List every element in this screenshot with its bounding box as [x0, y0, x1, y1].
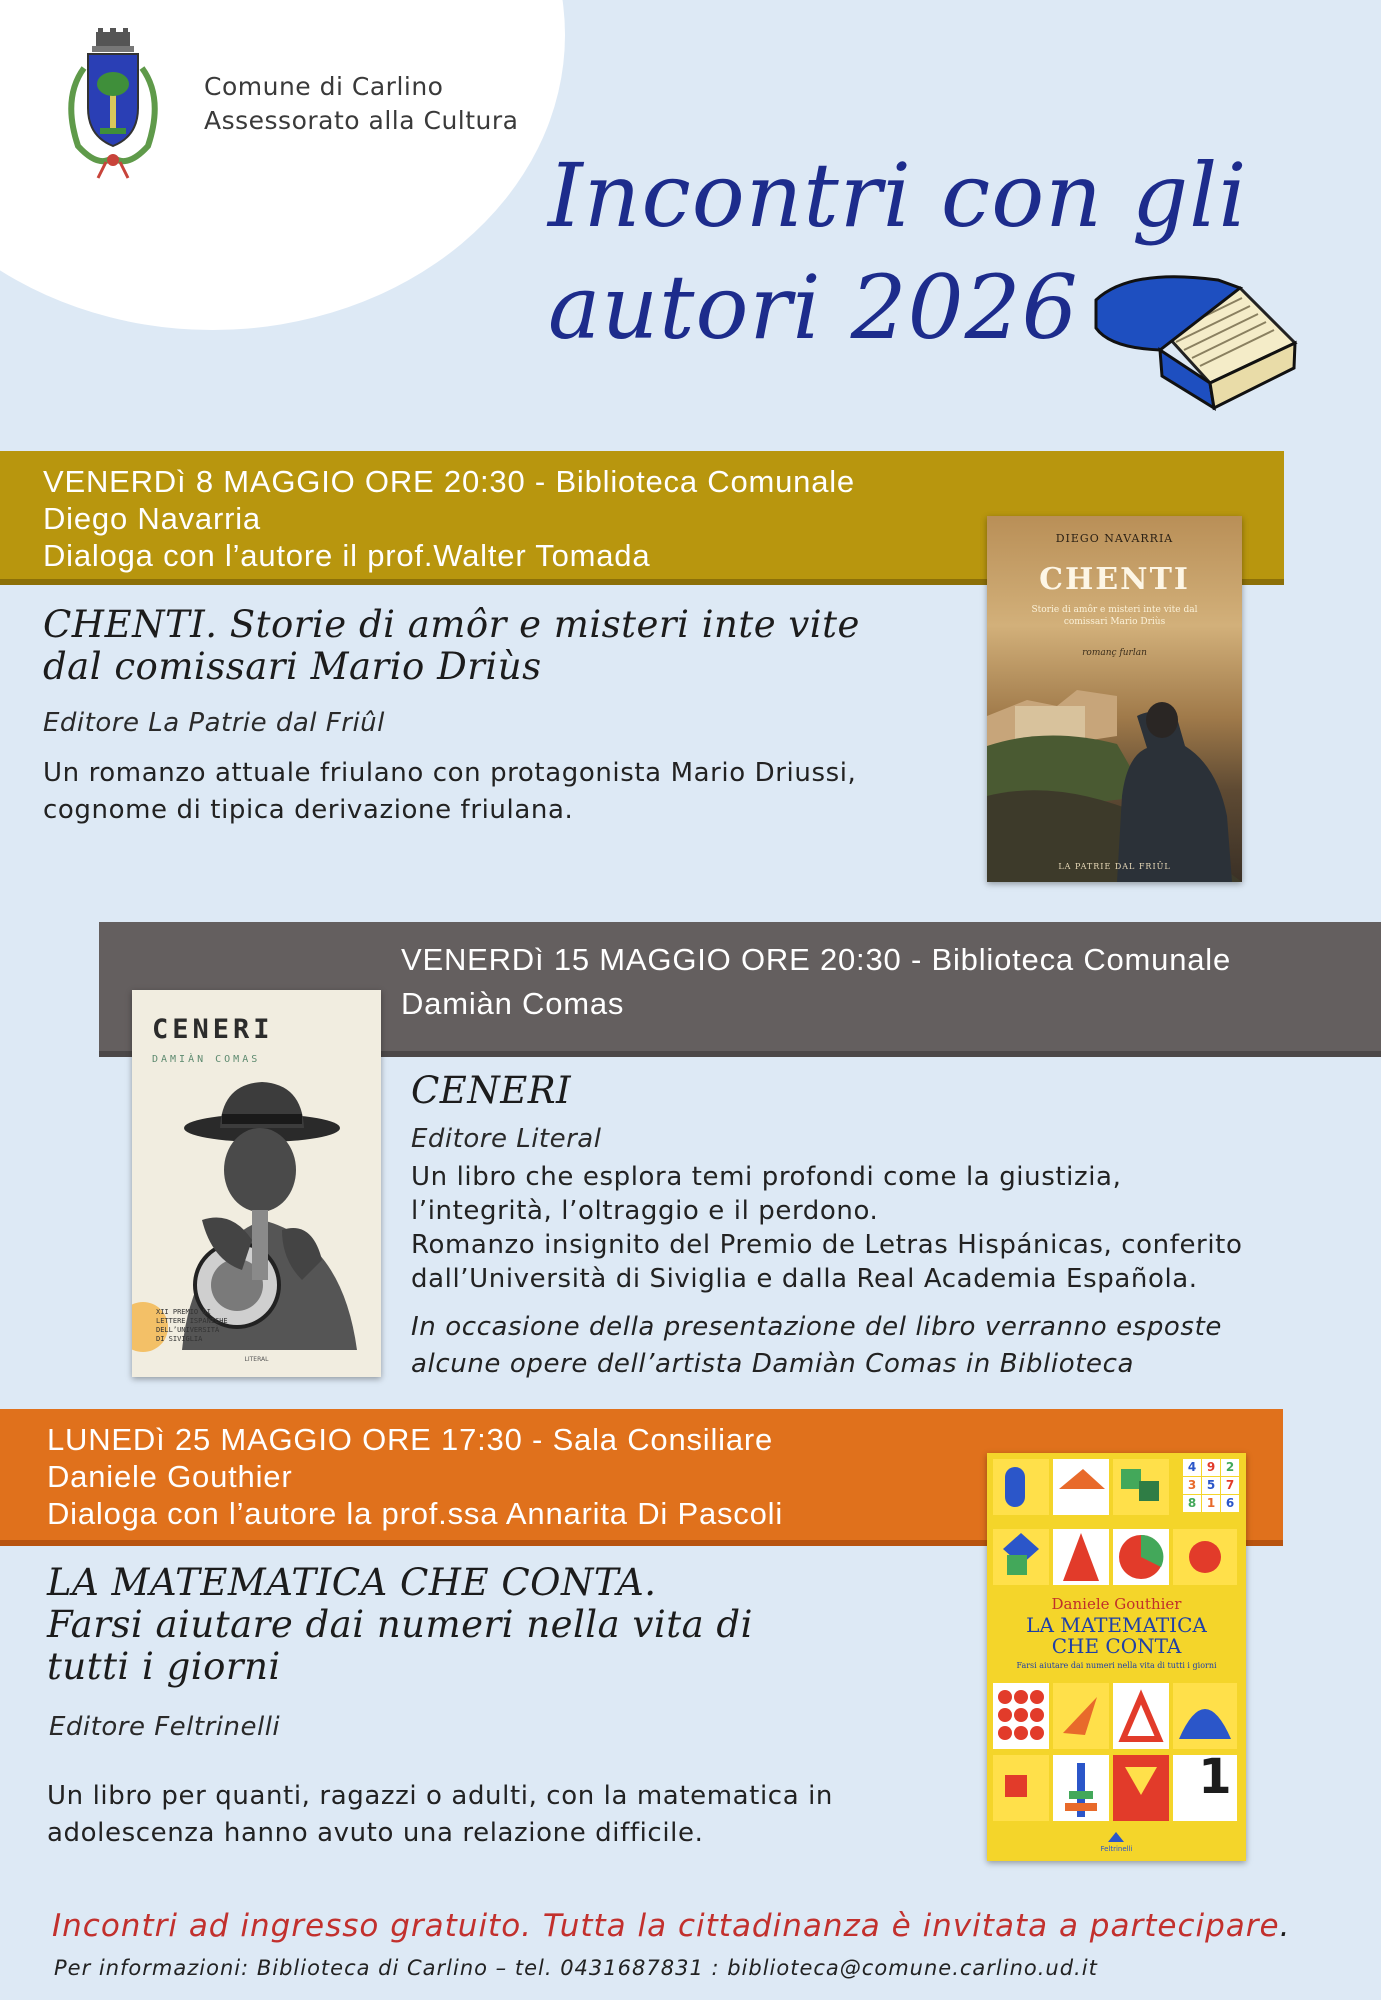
magic-square-cell: 4: [1183, 1459, 1201, 1476]
magic-square-cell: 5: [1202, 1477, 1220, 1494]
description-line: cognome di tipica derivazione friulana.: [43, 795, 574, 825]
book-cover-chenti: [987, 516, 1242, 882]
note-line: In occasione della presentazione del libro verranno esposte: [411, 1312, 1222, 1342]
magic-square-cell: 2: [1221, 1459, 1239, 1476]
description-line: Romanzo insignito del Premio de Letras Hispánicas, conferito: [411, 1230, 1243, 1260]
footer-invitation-text: Incontri ad ingresso gratuito. Tutta la cittadinanza è invitata a partecipare: [52, 1908, 1280, 1944]
magic-square-cell: 7: [1221, 1477, 1239, 1494]
cover-magic-square: [1183, 1459, 1239, 1512]
cover-title: [987, 1615, 1246, 1657]
footer-invitation: [52, 1908, 1290, 1944]
event-1-title-line: CHENTI. Storie di amôr e misteri inte vite: [43, 603, 860, 646]
event-2-publisher: Editore Literal: [411, 1124, 602, 1154]
prize-line: XII PREMIO DI: [156, 1308, 211, 1316]
cover-author: DAMIÀN COMAS: [152, 1054, 261, 1065]
event-1-book-title: [43, 604, 860, 688]
book-cover-ceneri: [132, 990, 381, 1377]
event-3-description: [47, 1778, 833, 1852]
description-line: adolescenza hanno avuto una relazione difficile.: [47, 1818, 704, 1848]
event-3-moderator: Dialoga con l’autore la prof.ssa Annarita Di Pascoli: [47, 1496, 784, 1531]
event-3-title-line: Farsi aiutare dai numeri nella vita di: [47, 1603, 753, 1646]
prize-line: DI SIVIGLIA: [156, 1335, 203, 1343]
event-2-date-venue: VENERDì 15 MAGGIO ORE 20:30 - Biblioteca Comunale: [401, 942, 1232, 977]
cover-title: CENERI: [152, 1014, 274, 1045]
event-1-description: [43, 755, 856, 829]
magic-square-cell: 3: [1183, 1477, 1201, 1494]
event-1-publisher: Editore La Patrie dal Friûl: [43, 708, 385, 738]
cover-title: CHENTI: [1039, 562, 1190, 597]
cover-subtitle: Farsi aiutare dai numeri nella vita di tutti i giorni: [1016, 1661, 1217, 1670]
event-2-book-title: CENERI: [411, 1069, 572, 1112]
cover-title-line: LA MATEMATICA: [1026, 1613, 1207, 1637]
organization-name: [204, 70, 519, 138]
cover-publisher: LITERAL: [244, 1356, 269, 1363]
footer-contact-info: Per informazioni: Biblioteca di Carlino – tel. 0431687831 : biblioteca@comune.carlino.ud.it: [54, 1956, 1098, 1980]
event-1-title-line: dal comissari Mario Driùs: [43, 645, 542, 688]
magic-square-cell: 8: [1183, 1495, 1201, 1512]
event-1-moderator: Dialoga con l’autore il prof.Walter Tomada: [43, 538, 651, 573]
note-line: alcune opere dell’artista Damiàn Comas in Biblioteca: [411, 1349, 1135, 1379]
footer-invitation-period: .: [1279, 1908, 1291, 1944]
event-3-title-line: tutti i giorni: [47, 1645, 281, 1688]
cover-big-number: 1: [1198, 1749, 1232, 1805]
description-line: l’integrità, l’oltraggio e il perdono.: [411, 1196, 879, 1226]
cover-author: Daniele Gouthier: [1051, 1595, 1182, 1613]
event-1-author: Diego Navarria: [43, 501, 261, 536]
org-line-1: Comune di Carlino: [204, 72, 444, 101]
event-3-date-venue: LUNEDì 25 MAGGIO ORE 17:30 - Sala Consiliare: [47, 1422, 774, 1457]
prize-line: DELL’UNIVERSITÀ: [156, 1326, 220, 1334]
title-line-2: autori 2026: [548, 256, 1079, 359]
description-line: dall’Università di Siviglia e dalla Real Academia Española.: [411, 1264, 1198, 1294]
cover-prize-text: [156, 1308, 228, 1344]
org-line-2: Assessorato alla Cultura: [204, 106, 519, 135]
book-cover-matematica: [987, 1453, 1246, 1861]
event-2-author: Damiàn Comas: [401, 986, 625, 1021]
cover-publisher: Feltrinelli: [1100, 1845, 1133, 1853]
cover-subtitle: Storie di amôr e misteri inte vite dal comissari Mario Driùs: [1031, 605, 1198, 627]
description-line: Un romanzo attuale friulano con protagonista Mario Driussi,: [43, 758, 857, 788]
coat-of-arms-icon: [48, 28, 178, 183]
cover-landscape: [987, 676, 1242, 882]
title-line-1: Incontri con gli: [548, 144, 1248, 247]
event-2-description: [411, 1160, 1242, 1296]
description-line: Un libro che esplora temi profondi come la giustizia,: [411, 1162, 1122, 1192]
cover-author: DIEGO NAVARRIA: [1055, 532, 1174, 545]
open-book-icon: [1090, 258, 1300, 416]
cover-publisher: LA PATRIE DAL FRIÛL: [1058, 862, 1171, 871]
event-1-date-venue: VENERDì 8 MAGGIO ORE 20:30 - Biblioteca Comunale: [43, 464, 855, 499]
event-3-publisher: Editore Feltrinelli: [49, 1712, 281, 1742]
event-3-title-line: LA MATEMATICA CHE CONTA.: [47, 1561, 657, 1604]
magic-square-cell: 6: [1221, 1495, 1239, 1512]
event-2-note: [411, 1309, 1222, 1383]
cover-title-line: CHE CONTA: [1051, 1634, 1182, 1658]
event-3-book-title: [47, 1562, 753, 1688]
event-3-author: Daniele Gouthier: [47, 1459, 293, 1494]
magic-square-cell: 9: [1202, 1459, 1220, 1476]
description-line: Un libro per quanti, ragazzi o adulti, con la matematica in: [47, 1781, 833, 1811]
cover-genre: romanç furlan: [1082, 648, 1147, 658]
magic-square-cell: 1: [1202, 1495, 1220, 1512]
prize-line: LETTERE ISPANICHE: [156, 1317, 228, 1325]
feltrinelli-logo-icon: [1106, 1829, 1126, 1843]
